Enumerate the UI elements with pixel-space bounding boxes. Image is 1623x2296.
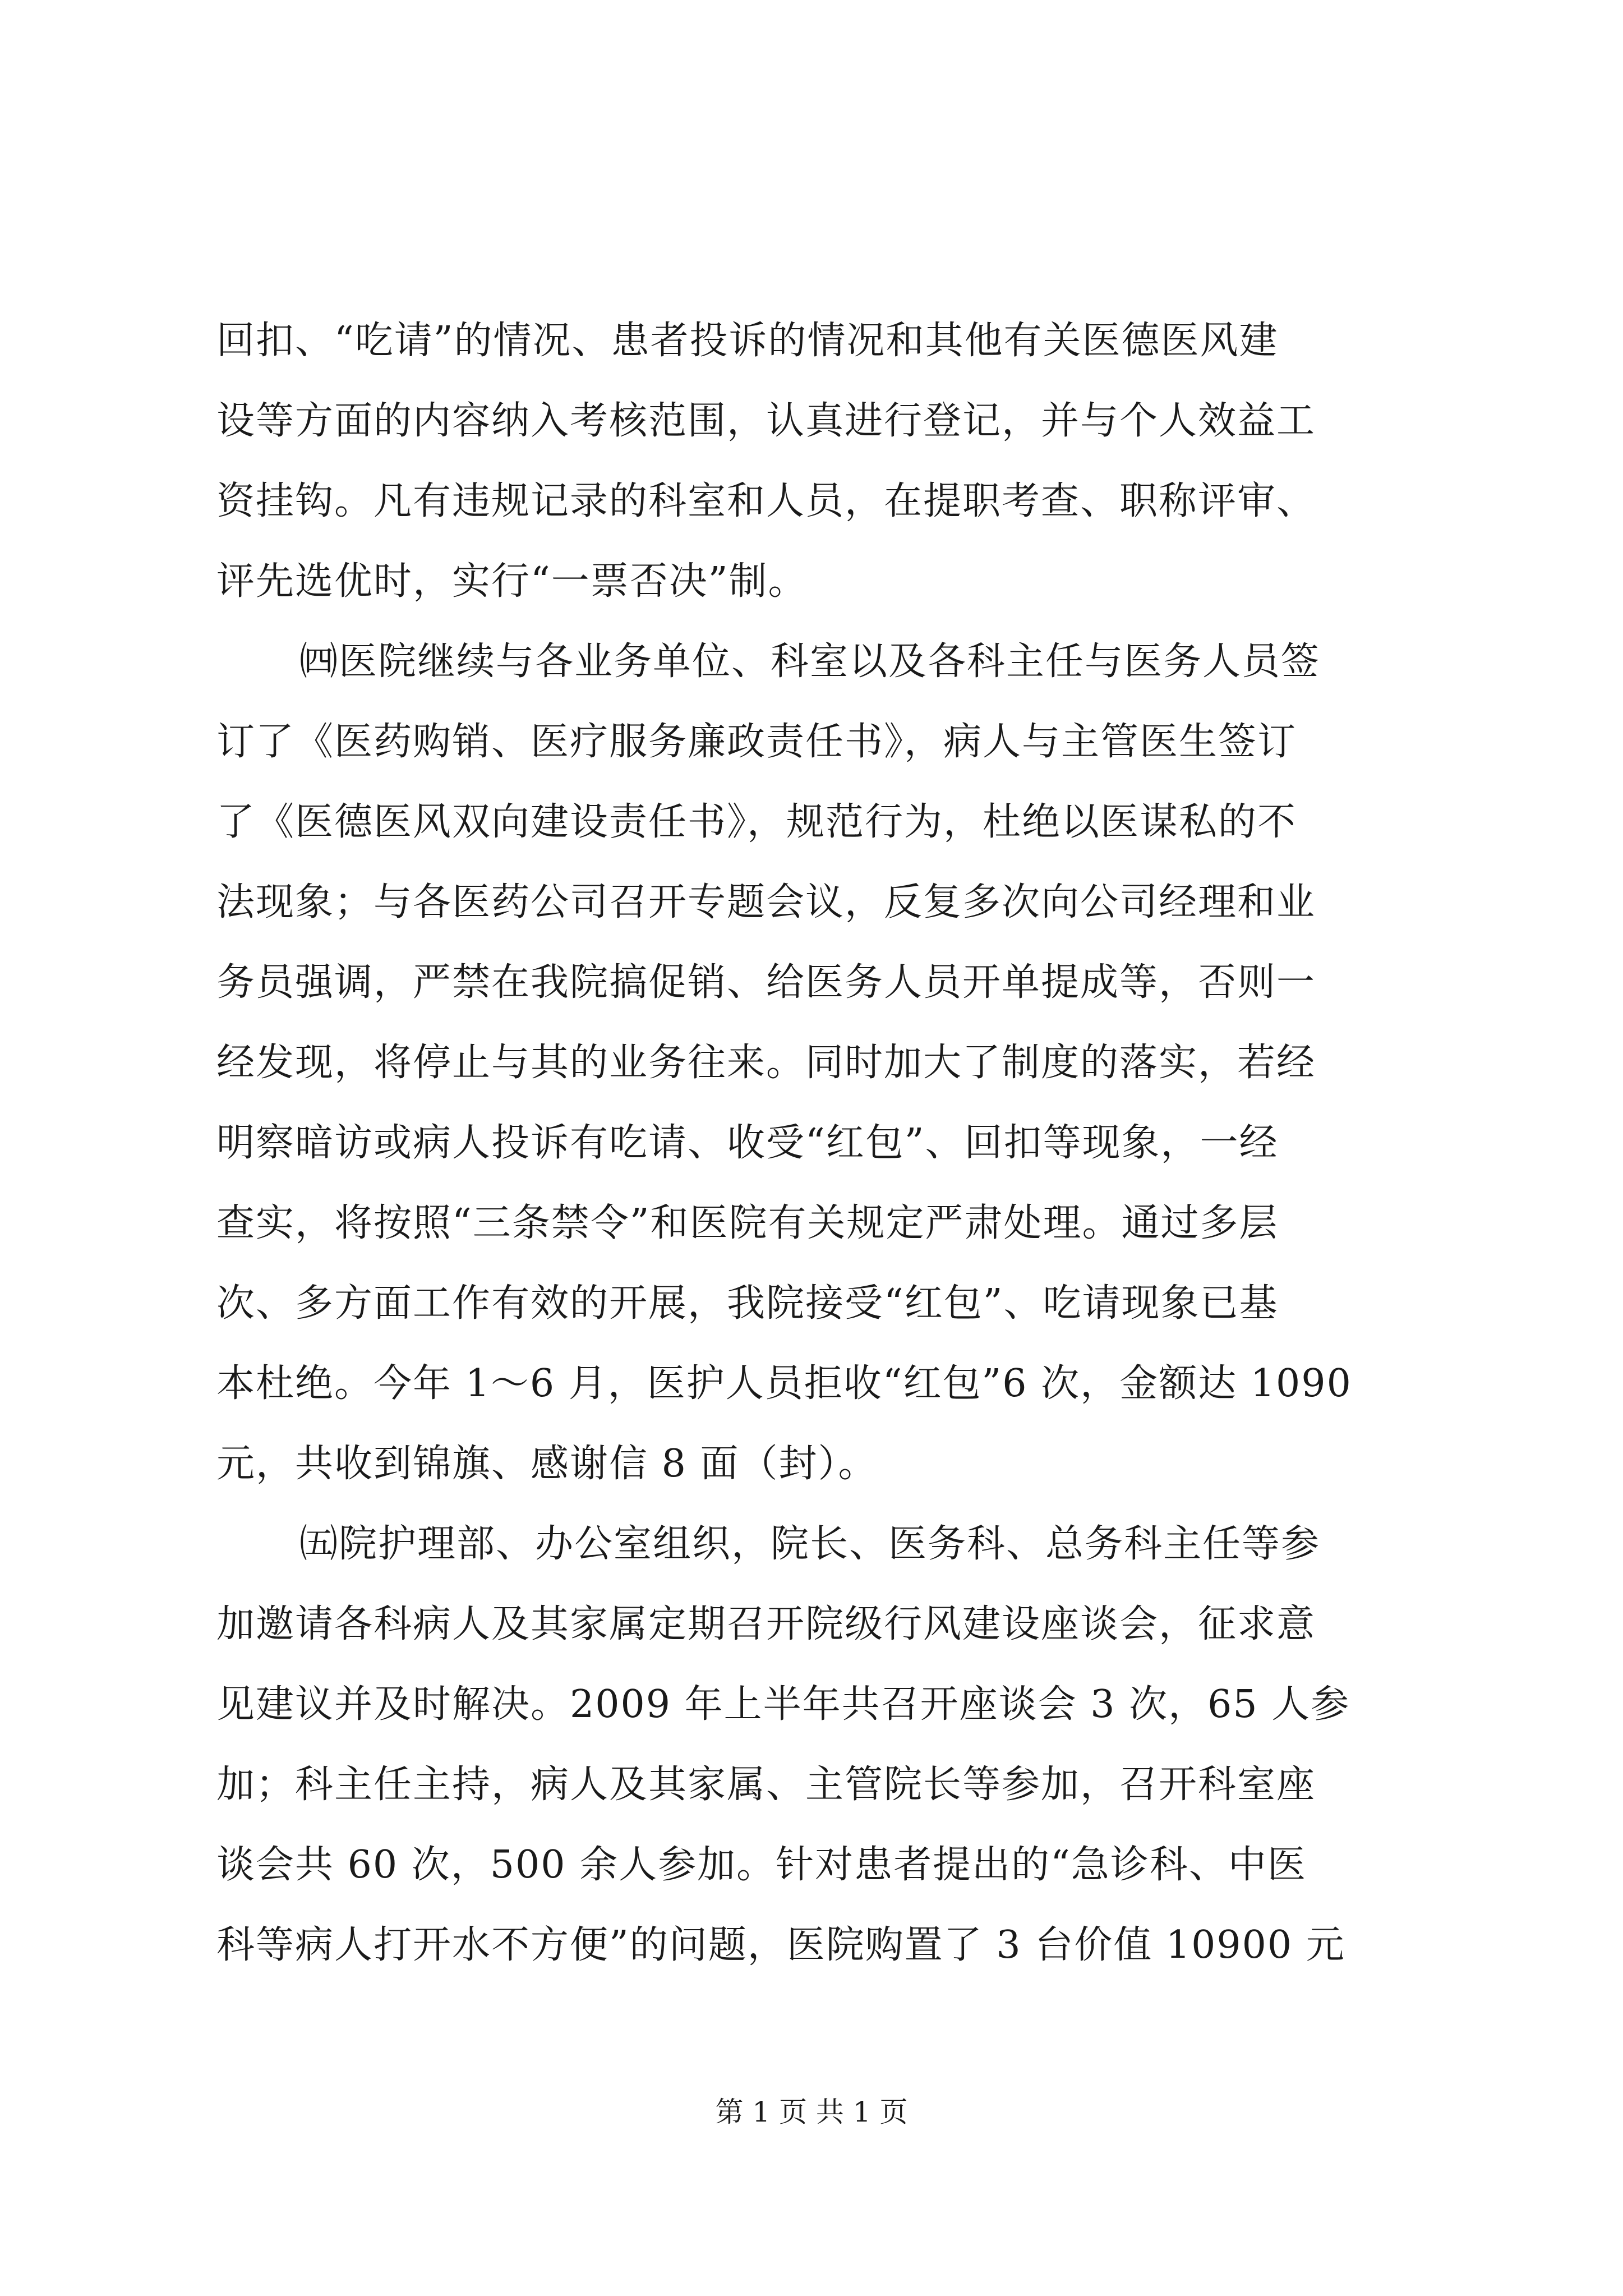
text-line: ㈣医院继续与各业务单位、科室以及各科主任与医务人员签 bbox=[299, 639, 1321, 684]
text-line: 设等方面的内容纳入考核范围，认真进行登记，并与个人效益工 bbox=[216, 399, 1316, 443]
text-line: 元，共收到锦旗、感谢信 8 面（封）。 bbox=[216, 1442, 878, 1486]
text-line: 加；科主任主持，病人及其家属、主管院长等参加，召开科室座 bbox=[216, 1763, 1316, 1807]
page-footer: 第 1 页 共 1 页 bbox=[715, 2096, 908, 2128]
text-line: 订了《医药购销、医疗服务廉政责任书》，病人与主管医生签订 bbox=[216, 720, 1297, 764]
text-line: 明察暗访或病人投诉有吃请、收受“红包”、回扣等现象，一经 bbox=[216, 1121, 1279, 1165]
text-line: 本杜绝。今年 1～6 月，医护人员拒收“红包”6 次，金额达 1090 bbox=[216, 1361, 1352, 1406]
text-line: 查实，将按照“三条禁令”和医院有关规定严肃处理。通过多层 bbox=[216, 1201, 1279, 1245]
text-line: 了《医德医风双向建设责任书》，规范行为，杜绝以医谋私的不 bbox=[216, 800, 1297, 844]
text-line: 回扣、“吃请”的情况、患者投诉的情况和其他有关医德医风建 bbox=[216, 319, 1279, 363]
text-line: 资挂钩。凡有违规记录的科室和人员，在提职考查、职称评审、 bbox=[216, 479, 1316, 523]
text-line: 加邀请各科病人及其家属定期召开院级行风建设座谈会，征求意 bbox=[216, 1602, 1316, 1646]
text-line: ㈤院护理部、办公室组织，院长、医务科、总务科主任等参 bbox=[299, 1522, 1321, 1566]
text-line: 法现象；与各医药公司召开专题会议，反复多次向公司经理和业 bbox=[216, 880, 1316, 924]
text-line: 次、多方面工作有效的开展，我院接受“红包”、吃请现象已基 bbox=[216, 1281, 1279, 1326]
text-line: 见建议并及时解决。2009 年上半年共召开座谈会 3 次，65 人参 bbox=[216, 1682, 1350, 1727]
text-line: 评先选优时，实行“一票否决”制。 bbox=[216, 559, 808, 604]
text-line: 务员强调，严禁在我院搞促销、给医务人员开单提成等，否则一 bbox=[216, 960, 1316, 1005]
body-text bbox=[216, 301, 1445, 1985]
text-line: 经发现，将停止与其的业务往来。同时加大了制度的落实，若经 bbox=[216, 1041, 1316, 1085]
text-line: 科等病人打开水不方便”的问题，医院购置了 3 台价值 10900 元 bbox=[216, 1923, 1345, 1967]
text-line: 谈会共 60 次，500 余人参加。针对患者提出的“急诊科、中医 bbox=[216, 1843, 1307, 1887]
